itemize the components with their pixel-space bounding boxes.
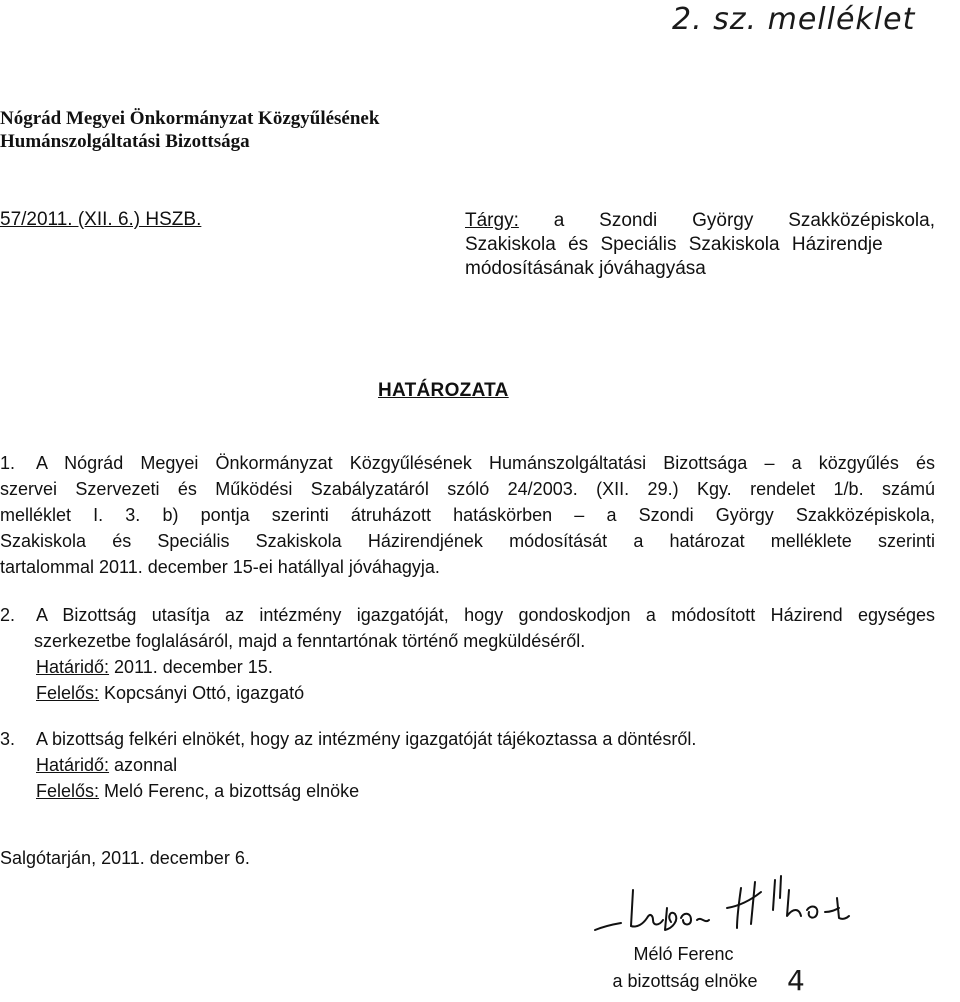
responsible-label: Felelős: <box>36 781 100 801</box>
item-body <box>36 726 935 804</box>
item-line: A bizottság felkéri elnökét, hogy az intézmény igazgatóját tájékoztassa a döntésről. <box>36 729 697 749</box>
handwritten-margin-mark: 4 <box>787 964 806 997</box>
signer-title: a bizottság elnöke <box>612 971 758 991</box>
subject-line-1 <box>465 209 935 233</box>
item-line: szervei Szervezeti és Működési Szabályzatáról szóló 24/2003. (XII. 29.) Kgy. rendelet 1/b. számú <box>0 479 935 499</box>
item-line: szerkezetbe foglalásáról, majd a fenntartónak történő megküldéséről. <box>34 631 586 651</box>
item-line: tartalommal 2011. december 15-ei hatállyal jóváhagyja. <box>0 557 440 577</box>
item-line: melléklet I. 3. b) pontja szerinti átruházott hatáskörben – a Szondi György Szakközépiskola, <box>0 505 935 525</box>
handwritten-annex-note: 2. sz. melléklet <box>672 2 916 37</box>
place-and-date: Salgótarján, 2011. december 6. <box>0 848 250 868</box>
document-title: HATÁROZATA <box>378 380 509 401</box>
item-number: 2. <box>0 605 16 625</box>
reference-number: 57/2011. (XII. 6.) HSZB. <box>0 209 202 230</box>
responsible-value: Kopcsányi Ottó, igazgató <box>99 683 305 703</box>
deadline-label: Határidő: <box>36 657 110 677</box>
item-number: 3. <box>0 729 16 749</box>
subject-line-3: módosításának jóváhagyása <box>465 258 706 279</box>
item-line: A Bizottság utasítja az intézmény igazgatóját, hogy gondoskodjon a módosított Házirend egységes <box>36 605 935 625</box>
responsible-line <box>36 680 935 706</box>
deadline-line <box>36 654 935 680</box>
item-number: 1. <box>0 453 16 473</box>
subject-line-1-text: a Szondi György Szakközépiskola, <box>518 210 935 231</box>
item-line: Szakiskola és Speciális Szakiskola Házirendjének módosítását a határozat melléklete szerinti <box>0 531 935 551</box>
resolution-item-1 <box>0 450 935 585</box>
header-line-2: Humánszolgáltatási Bizottsága <box>0 131 250 152</box>
handwritten-signature <box>555 868 885 943</box>
signer-name: Méló Ferenc <box>633 944 734 964</box>
subject-block <box>465 209 935 281</box>
deadline-label: Határidő: <box>36 755 110 775</box>
deadline-line <box>36 752 935 778</box>
deadline-value: 2011. december 15. <box>109 657 273 677</box>
subject-line-2: Szakiskola és Speciális Szakiskola Házirendje <box>465 234 883 255</box>
resolution-item-2 <box>0 602 935 712</box>
item-line: A Nógrád Megyei Önkormányzat Közgyűlésének Humánszolgáltatási Bizottsága – a közgyűlés és <box>36 453 935 473</box>
responsible-value: Meló Ferenc, a bizottság elnöke <box>99 781 360 801</box>
resolution-item-3 <box>0 726 935 806</box>
responsible-label: Felelős: <box>36 683 100 703</box>
deadline-value: azonnal <box>109 755 178 775</box>
item-body <box>36 602 935 706</box>
responsible-line <box>36 778 935 804</box>
header-line-1: Nógrád Megyei Önkormányzat Közgyűlésének <box>0 108 380 129</box>
subject-label: Tárgy: <box>465 210 519 231</box>
item-body <box>0 450 935 580</box>
